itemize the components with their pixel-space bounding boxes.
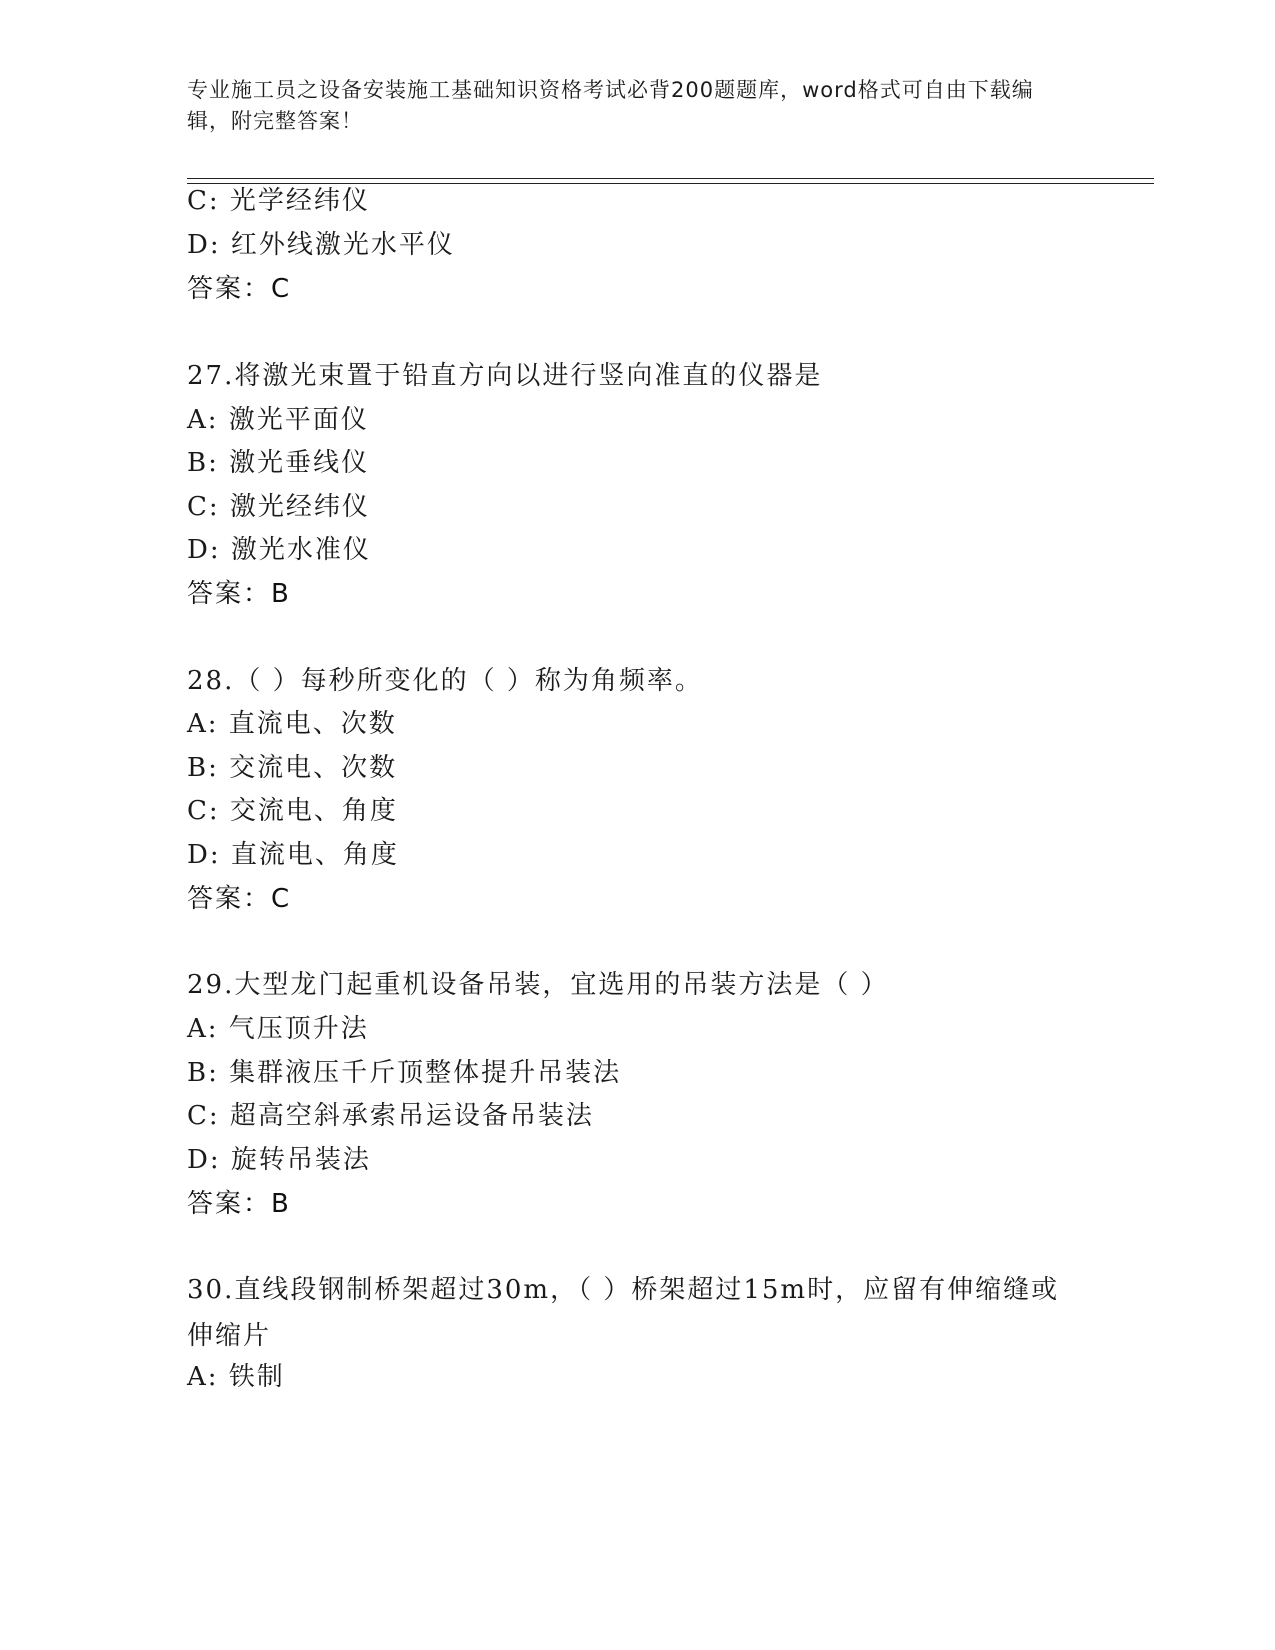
q28-option-a: A: 直流电、次数 <box>187 709 397 739</box>
header-divider-top <box>187 178 1154 179</box>
q27-answer: 答案：B <box>187 579 291 609</box>
q27-option-b: B: 激光垂线仪 <box>187 448 370 478</box>
q28-answer: 答案：C <box>187 884 292 914</box>
q28-option-c: C: 交流电、角度 <box>187 796 398 826</box>
document-header: 专业施工员之设备安装施工基础知识资格考试必背200题题库，word格式可自由下载编辑，附完整答案！ <box>187 78 1034 133</box>
q27-option-c: C: 激光经纬仪 <box>187 492 370 522</box>
q29-option-a: A: 气压顶升法 <box>187 1014 369 1044</box>
q27-option-d: D: 激光水准仪 <box>187 535 371 565</box>
q27-option-a: A: 激光平面仪 <box>187 405 369 435</box>
q29-option-b: B: 集群液压千斤顶整体提升吊装法 <box>187 1058 622 1088</box>
q30-question: 30.直线段钢制桥架超过30m，（ ）桥架超过15m时，应留有伸缩缝或伸缩片 <box>187 1275 1060 1351</box>
q29-option-d: D: 旋转吊装法 <box>187 1145 371 1175</box>
q29-option-c: C: 超高空斜承索吊运设备吊装法 <box>187 1101 594 1131</box>
q26-option-c: C: 光学经纬仪 <box>187 186 370 216</box>
q26-answer: 答案：C <box>187 274 292 304</box>
q27-question: 27.将激光束置于铅直方向以进行竖向准直的仪器是 <box>187 361 823 391</box>
q29-answer: 答案：B <box>187 1189 291 1219</box>
q29-question: 29.大型龙门起重机设备吊装，宜选用的吊装方法是（ ） <box>187 970 889 1000</box>
q28-question: 28.（ ）每秒所变化的（ ）称为角频率。 <box>187 666 703 696</box>
q28-option-b: B: 交流电、次数 <box>187 753 398 783</box>
q30-option-a: A: 铁制 <box>187 1362 285 1392</box>
q28-option-d: D: 直流电、角度 <box>187 840 399 870</box>
q26-option-d: D: 红外线激光水平仪 <box>187 230 455 260</box>
